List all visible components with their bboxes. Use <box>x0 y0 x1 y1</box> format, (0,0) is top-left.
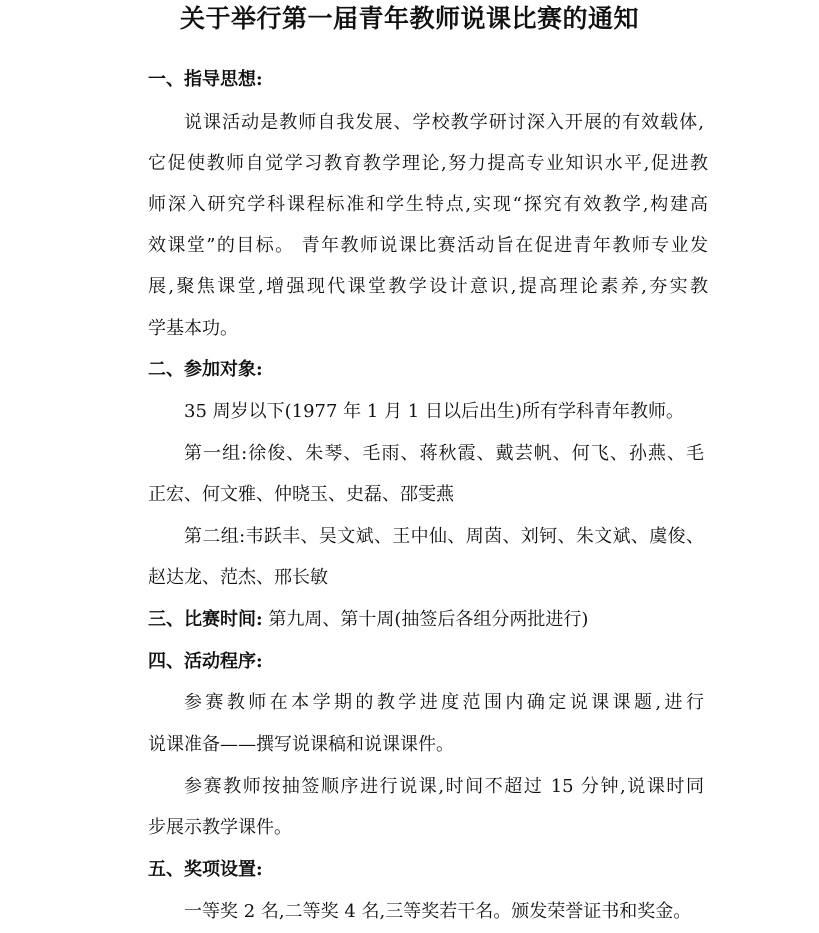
paragraph-line: 效课堂”的目标。 青年教师说课比赛活动旨在促进青年教师专业发 <box>148 235 708 256</box>
procedure-line: 步展示教学课件。 <box>148 817 292 838</box>
competition-time-text: 第九周、第十周(抽签后各组分两批进行) <box>268 609 589 630</box>
participants-intro: 35 周岁以下(1977 年 1 月 1 日以后出生)所有学科青年教师。 <box>184 401 684 422</box>
paragraph-line: 学基本功。 <box>148 318 238 339</box>
procedure-line: 参赛教师在本学期的教学进度范围内确定说课课题,进行 <box>184 692 704 713</box>
paragraph-line: 它促使教师自觉学习教育教学理论,努力提高专业知识水平,促进教 <box>148 153 708 174</box>
paragraph-line: 说课活动是教师自我发展、学校教学研讨深入开展的有效载体, <box>184 112 704 133</box>
group1-line: 第一组:徐俊、朱琴、毛雨、蒋秋霞、戴芸帆、何飞、孙燕、毛 <box>184 443 704 464</box>
section-heading-awards: 五、奖项设置: <box>148 859 263 880</box>
paragraph-line: 展,聚焦课堂,增强现代课堂教学设计意识,提高理论素养,夯实教 <box>148 276 708 297</box>
group2-line: 第二组:韦跃丰、吴文斌、王中仙、周茵、刘钶、朱文斌、虞俊、 <box>184 526 704 547</box>
section-heading-competition-time: 三、比赛时间: <box>148 609 263 630</box>
awards-text: 一等奖 2 名,二等奖 4 名,三等奖若干名。颁发荣誉证书和奖金。 <box>184 901 692 922</box>
procedure-line: 说课准备——撰写说课稿和说课课件。 <box>148 734 454 755</box>
section-heading-procedure: 四、活动程序: <box>148 651 263 672</box>
paragraph-line: 师深入研究学科课程标准和学生特点,实现“探究有效教学,构建高 <box>148 194 708 215</box>
group1-line: 正宏、何文雅、仲晓玉、史磊、邵雯燕 <box>148 484 454 505</box>
procedure-line: 参赛教师按抽签顺序进行说课,时间不超过 15 分钟,说课时同 <box>184 776 704 797</box>
section-heading-participants: 二、参加对象: <box>148 359 263 380</box>
document-title: 关于举行第一届青年教师说课比赛的通知 <box>179 4 639 33</box>
section-competition-time <box>148 607 708 633</box>
section-heading-guiding-ideas: 一、指导思想: <box>148 69 263 90</box>
group2-line: 赵达龙、范杰、邢长敏 <box>148 567 328 588</box>
